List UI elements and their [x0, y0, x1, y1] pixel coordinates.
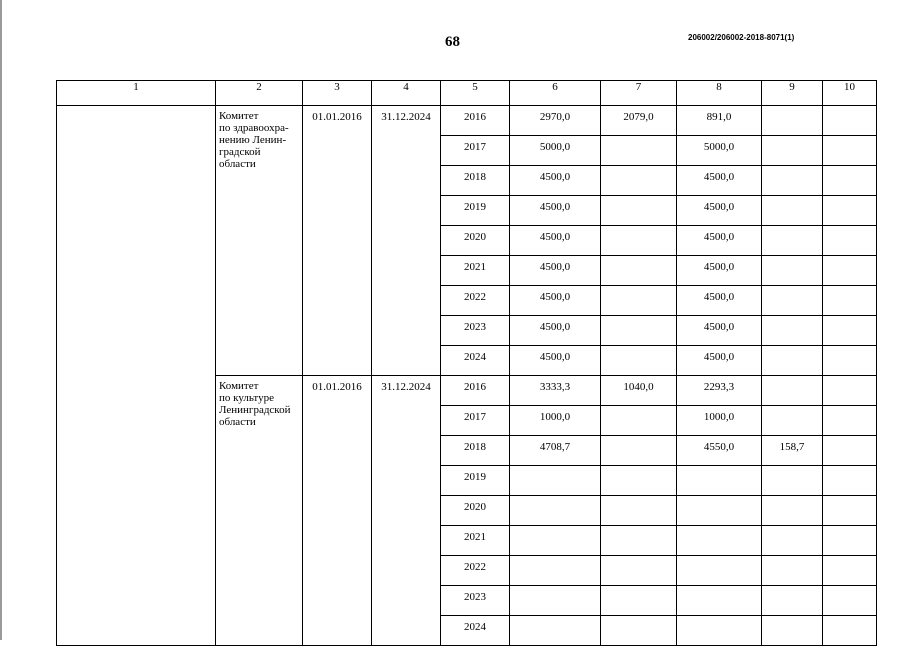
- year-cell: 2019: [441, 196, 510, 226]
- value-cell-col7: [601, 136, 677, 166]
- value-cell-col6: [510, 496, 601, 526]
- value-cell-col6: [510, 466, 601, 496]
- value-cell-col7: [601, 256, 677, 286]
- value-cell-col7: [601, 196, 677, 226]
- value-cell-col8: 2293,3: [677, 376, 762, 406]
- year-cell: 2024: [441, 616, 510, 646]
- header-cell: 9: [762, 81, 823, 106]
- end-date-cell: 31.12.2024: [372, 376, 441, 646]
- value-cell-col8: 4550,0: [677, 436, 762, 466]
- value-cell-col8: 4500,0: [677, 286, 762, 316]
- year-cell: 2020: [441, 226, 510, 256]
- value-cell-col10: [823, 196, 877, 226]
- value-cell-col8: 4500,0: [677, 346, 762, 376]
- organization-name-line: нению Ленин-: [219, 134, 287, 146]
- value-cell-col7: [601, 316, 677, 346]
- value-cell-col10: [823, 586, 877, 616]
- value-cell-col8: [677, 526, 762, 556]
- value-cell-col6: [510, 616, 601, 646]
- value-cell-col6: 4500,0: [510, 286, 601, 316]
- start-date-cell: 01.01.2016: [303, 376, 372, 646]
- value-cell-col6: [510, 586, 601, 616]
- year-cell: 2018: [441, 436, 510, 466]
- value-cell-col9: [762, 316, 823, 346]
- organization-cell: [216, 376, 303, 646]
- value-cell-col9: [762, 616, 823, 646]
- year-cell: 2017: [441, 406, 510, 436]
- value-cell-col6: 3333,3: [510, 376, 601, 406]
- value-cell-col6: 1000,0: [510, 406, 601, 436]
- value-cell-col9: [762, 166, 823, 196]
- value-cell-col8: 4500,0: [677, 196, 762, 226]
- value-cell-col7: [601, 406, 677, 436]
- value-cell-col6: [510, 556, 601, 586]
- value-cell-col8: 4500,0: [677, 226, 762, 256]
- value-cell-col7: [601, 556, 677, 586]
- budget-table: [56, 80, 877, 646]
- value-cell-col9: [762, 286, 823, 316]
- value-cell-col7: [601, 436, 677, 466]
- end-date-cell: 31.12.2024: [372, 106, 441, 376]
- year-cell: 2022: [441, 556, 510, 586]
- value-cell-col10: [823, 406, 877, 436]
- page-number: 68: [445, 34, 460, 50]
- year-cell: 2016: [441, 376, 510, 406]
- organization-name-line: Комитет: [219, 380, 259, 392]
- value-cell-col10: [823, 526, 877, 556]
- organization-name-line: Ленинградской: [219, 404, 291, 416]
- value-cell-col7: [601, 166, 677, 196]
- value-cell-col10: [823, 226, 877, 256]
- organization-name-line: по здравоохра-: [219, 122, 289, 134]
- value-cell-col10: [823, 346, 877, 376]
- value-cell-col8: 4500,0: [677, 316, 762, 346]
- value-cell-col7: 2079,0: [601, 106, 677, 136]
- header-cell: 6: [510, 81, 601, 106]
- header-cell: 1: [57, 81, 216, 106]
- value-cell-col10: [823, 166, 877, 196]
- value-cell-col10: [823, 556, 877, 586]
- value-cell-col7: [601, 466, 677, 496]
- organization-name-line: градской: [219, 146, 261, 158]
- year-cell: 2023: [441, 586, 510, 616]
- value-cell-col10: [823, 286, 877, 316]
- year-cell: 2018: [441, 166, 510, 196]
- value-cell-col9: [762, 526, 823, 556]
- value-cell-col7: [601, 346, 677, 376]
- value-cell-col9: [762, 346, 823, 376]
- year-cell: 2023: [441, 316, 510, 346]
- value-cell-col9: [762, 196, 823, 226]
- value-cell-col6: 4500,0: [510, 196, 601, 226]
- value-cell-col9: [762, 586, 823, 616]
- organization-name-line: области: [219, 416, 256, 428]
- value-cell-col9: [762, 226, 823, 256]
- value-cell-col8: [677, 466, 762, 496]
- value-cell-col7: [601, 586, 677, 616]
- value-cell-col10: [823, 106, 877, 136]
- header-cell: 2: [216, 81, 303, 106]
- value-cell-col8: [677, 616, 762, 646]
- value-cell-col6: 2970,0: [510, 106, 601, 136]
- value-cell-col6: 4500,0: [510, 166, 601, 196]
- value-cell-col7: [601, 616, 677, 646]
- header-cell: 8: [677, 81, 762, 106]
- value-cell-col6: 4500,0: [510, 346, 601, 376]
- header-cell: 3: [303, 81, 372, 106]
- value-cell-col8: 5000,0: [677, 136, 762, 166]
- value-cell-col8: [677, 586, 762, 616]
- document-code: 206002/206002-2018-8071(1): [688, 33, 795, 42]
- value-cell-col6: 4500,0: [510, 256, 601, 286]
- value-cell-col8: [677, 556, 762, 586]
- value-cell-col9: [762, 496, 823, 526]
- value-cell-col9: [762, 406, 823, 436]
- value-cell-col10: [823, 376, 877, 406]
- value-cell-col8: 4500,0: [677, 256, 762, 286]
- value-cell-col6: 5000,0: [510, 136, 601, 166]
- value-cell-col10: [823, 436, 877, 466]
- column-1-empty-cell: [57, 106, 216, 646]
- header-cell: 7: [601, 81, 677, 106]
- value-cell-col8: 4500,0: [677, 166, 762, 196]
- value-cell-col10: [823, 256, 877, 286]
- year-cell: 2019: [441, 466, 510, 496]
- year-cell: 2024: [441, 346, 510, 376]
- value-cell-col7: [601, 496, 677, 526]
- year-cell: 2021: [441, 256, 510, 286]
- value-cell-col8: 891,0: [677, 106, 762, 136]
- value-cell-col6: [510, 526, 601, 556]
- value-cell-col7: [601, 226, 677, 256]
- value-cell-col9: [762, 556, 823, 586]
- value-cell-col10: [823, 466, 877, 496]
- table-row: [57, 106, 877, 136]
- value-cell-col8: 1000,0: [677, 406, 762, 436]
- header-cell: 5: [441, 81, 510, 106]
- year-cell: 2021: [441, 526, 510, 556]
- value-cell-col10: [823, 496, 877, 526]
- year-cell: 2016: [441, 106, 510, 136]
- organization-cell: [216, 106, 303, 376]
- value-cell-col6: 4708,7: [510, 436, 601, 466]
- header-cell: 10: [823, 81, 877, 106]
- value-cell-col9: 158,7: [762, 436, 823, 466]
- year-cell: 2022: [441, 286, 510, 316]
- value-cell-col10: [823, 316, 877, 346]
- value-cell-col7: [601, 526, 677, 556]
- value-cell-col9: [762, 106, 823, 136]
- organization-name-line: Комитет: [219, 110, 259, 122]
- scan-edge: [0, 0, 2, 640]
- year-cell: 2017: [441, 136, 510, 166]
- header-cell: 4: [372, 81, 441, 106]
- value-cell-col9: [762, 376, 823, 406]
- value-cell-col6: 4500,0: [510, 226, 601, 256]
- start-date-cell: 01.01.2016: [303, 106, 372, 376]
- value-cell-col9: [762, 466, 823, 496]
- year-cell: 2020: [441, 496, 510, 526]
- value-cell-col6: 4500,0: [510, 316, 601, 346]
- value-cell-col10: [823, 616, 877, 646]
- value-cell-col9: [762, 256, 823, 286]
- value-cell-col10: [823, 136, 877, 166]
- value-cell-col7: 1040,0: [601, 376, 677, 406]
- value-cell-col9: [762, 136, 823, 166]
- organization-name-line: области: [219, 158, 256, 170]
- organization-name-line: по культуре: [219, 392, 274, 404]
- value-cell-col7: [601, 286, 677, 316]
- value-cell-col8: [677, 496, 762, 526]
- header-row: [57, 81, 877, 106]
